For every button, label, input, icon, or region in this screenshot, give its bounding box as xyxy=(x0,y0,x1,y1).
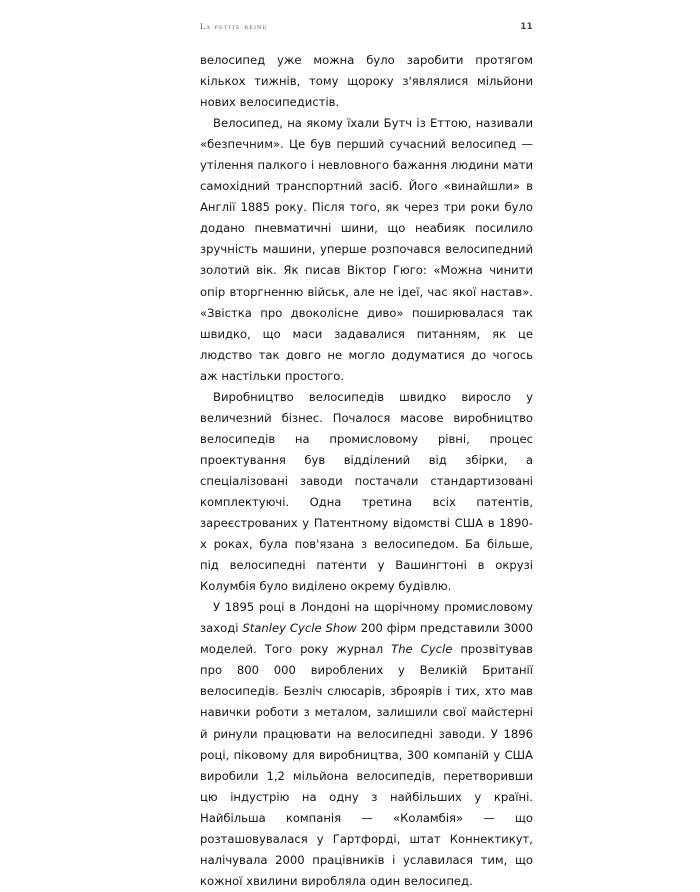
body-text-column xyxy=(200,50,533,892)
paragraph-p1: велосипед уже можна було заробити протягом кількох тижнів, тому щороку з'являлися мільйони нових велосипедистів. xyxy=(200,53,533,110)
page-number: 11 xyxy=(520,22,533,32)
paragraph-p4: У 1895 році в Лондоні на щорічному промисловому заході Stanley Cycle Show 200 фірм представили 3000 моделей. Того року журнал The Cycle прозвітував про 800 000 вироблених у Великій Британії велосипедів. Безліч слюсарів, зброярів і тих, хто мав навички роботи з металом, залишили свої майстерні й ринули працювати на велосипедні заводи. У 1896 році, піковому для виробництва, 300 компаній у США виробили 1,2 мільйона велосипедів, перетворивши цю індустрію на одну з найбільших у країні. Найбільша компанія — «Коламбія» — що розташовувалася у Гартфорді, штат Коннектикут, налічувала 2000 працівників і уславилася тим, що кожної хвилини виробляла один велосипед. xyxy=(200,600,533,888)
running-head-title: La petite reine xyxy=(200,22,268,31)
running-head xyxy=(200,22,533,36)
paragraph-p2: Велосипед, на якому їхали Бутч із Еттою, називали «безпечним». Це був перший сучасний велосипед — утілення палкого і невловного бажання людини мати самохідний транспортний засіб. Його «винайшли» в Англії 1885 року. Після того, як через три роки було додано пневматичні шини, що неабияк посилило зручність машини, уперше розпочався велосипедний золотий вік. Як писав Віктор Гюго: «Можна чинити опір вторгненню військ, але не ідеї, час якої настав». «Звістка про двоколісне диво» поширювалася так швидко, що маси задавалися питанням, як це людство так довго не могло додуматися до чогось аж настільки простого. xyxy=(200,116,533,383)
italic-title: The Cycle xyxy=(391,642,453,657)
italic-title: Stanley Cycle Show xyxy=(242,621,357,636)
paragraph-p3: Виробництво велосипедів швидко виросло у величезний бізнес. Почалося масове виробництво велосипедів на промисловому рівні, процес проектування був відділений від збірки, а спеціалізовані заводи постачали стандартизовані комплектуючі. Одна третина всіх патентів, зареєстрованих у Патентному відомстві США в 1890-х роках, була пов'язана з велосипедом. Ба більше, під велосипедні патенти у Вашингтоні в окрузі Колумбія було виділено окрему будівлю. xyxy=(200,389,533,594)
